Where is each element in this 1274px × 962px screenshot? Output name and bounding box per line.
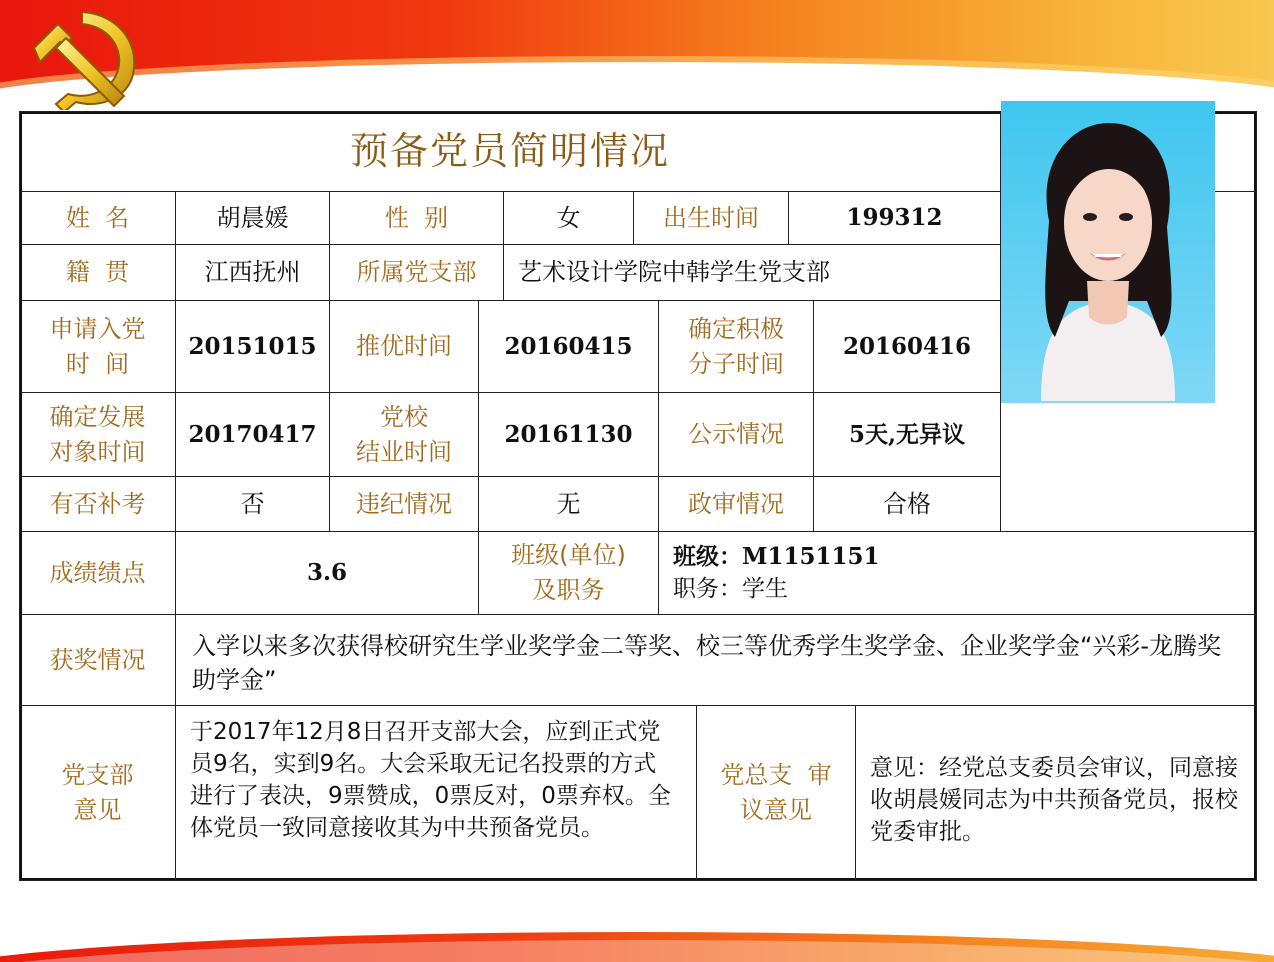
- party-school-label: [329, 392, 479, 477]
- awards-label: 获奖情况: [19, 614, 176, 706]
- develop-time-label: [19, 392, 176, 477]
- apply-time-value: 20151015: [175, 300, 330, 393]
- branch-opinion-label: [19, 705, 176, 881]
- gpa-value: 3.6: [175, 531, 479, 615]
- publicity-value: 5天,无异议: [813, 392, 1001, 477]
- activist-time-label-line1: 确定积极: [688, 314, 784, 343]
- gender-value: 女: [503, 191, 634, 245]
- party-school-label-line1: 党校: [380, 402, 428, 431]
- discipline-label: 违纪情况: [329, 476, 479, 532]
- origin-value: 江西抚州: [175, 244, 330, 301]
- footer-band: [0, 920, 1274, 962]
- birth-value: 199312: [788, 191, 1001, 245]
- general-branch-opinion-value: 意见：经党总支委员会审议，同意接收胡晨媛同志为中共预备党员，报校党委审批。: [855, 705, 1257, 881]
- recommend-time-label: 推优时间: [329, 300, 479, 393]
- table-title: 预备党员简明情况: [19, 111, 1001, 192]
- apply-time-label: [19, 300, 176, 393]
- publicity-label: 公示情况: [658, 392, 814, 477]
- develop-time-label-line2: 对象时间: [49, 437, 146, 466]
- class-duty-label-line1: 班级(单位): [511, 541, 626, 570]
- activist-time-label-line2: 分子时间: [688, 349, 784, 378]
- branch-value: 艺术设计学院中韩学生党支部: [503, 244, 1001, 301]
- name-value: 胡晨媛: [175, 191, 330, 245]
- branch-opinion-label-line2: 意见: [73, 796, 122, 824]
- branch-opinion-value: 于2017年12月8日召开支部大会，应到正式党员9名，实到9名。大会采取无记名投票的方式进行了表决，9票赞成，0票反对，0票弃权。全体党员一致同意接收其为中共预备党员。: [175, 705, 697, 881]
- apply-time-label-line2: 时 间: [65, 349, 130, 378]
- hammer-sickle-icon: [14, 2, 164, 110]
- class-duty-label-line2: 及职务: [532, 576, 605, 604]
- branch-label: 所属党支部: [329, 244, 504, 301]
- apply-time-label-line1: 申请入党: [49, 314, 146, 343]
- makeup-exam-label: 有否补考: [19, 476, 176, 532]
- duty-line: 职务：学生: [673, 576, 788, 602]
- awards-value: 入学以来多次获得校研究生学业奖学金二等奖、校三等优秀学生奖学金、企业奖学金“兴彩-龙腾奖助学金”: [175, 614, 1257, 706]
- develop-time-label-line1: 确定发展: [49, 402, 146, 431]
- gpa-label: 成绩绩点: [19, 531, 176, 615]
- class-duty-value: [658, 531, 1257, 615]
- party-school-value: 20161130: [478, 392, 659, 477]
- political-review-value: 合格: [813, 476, 1001, 532]
- activist-time-label: [658, 300, 814, 393]
- class-duty-label: [478, 531, 659, 615]
- recommend-time-value: 20160415: [478, 300, 659, 393]
- class-line: 班级：M1151151: [673, 542, 880, 570]
- makeup-exam-value: 否: [175, 476, 330, 532]
- name-label: 姓 名: [19, 191, 176, 245]
- birth-label: 出生时间: [633, 191, 789, 245]
- header-banner: [0, 0, 1274, 95]
- general-branch-opinion-label: [696, 705, 856, 881]
- general-branch-opinion-label-line2: 议意见: [740, 796, 812, 824]
- party-school-label-line2: 结业时间: [356, 437, 452, 466]
- general-branch-opinion-label-line1: 党总支 审: [720, 761, 832, 790]
- gender-label: 性 别: [329, 191, 504, 245]
- branch-opinion-label-line1: 党支部: [61, 761, 134, 790]
- develop-time-value: 20170417: [175, 392, 330, 477]
- activist-time-value: 20160416: [813, 300, 1001, 393]
- discipline-value: 无: [478, 476, 659, 532]
- portrait-photo: [1001, 101, 1215, 403]
- origin-label: 籍 贯: [19, 244, 176, 301]
- political-review-label: 政审情况: [658, 476, 814, 532]
